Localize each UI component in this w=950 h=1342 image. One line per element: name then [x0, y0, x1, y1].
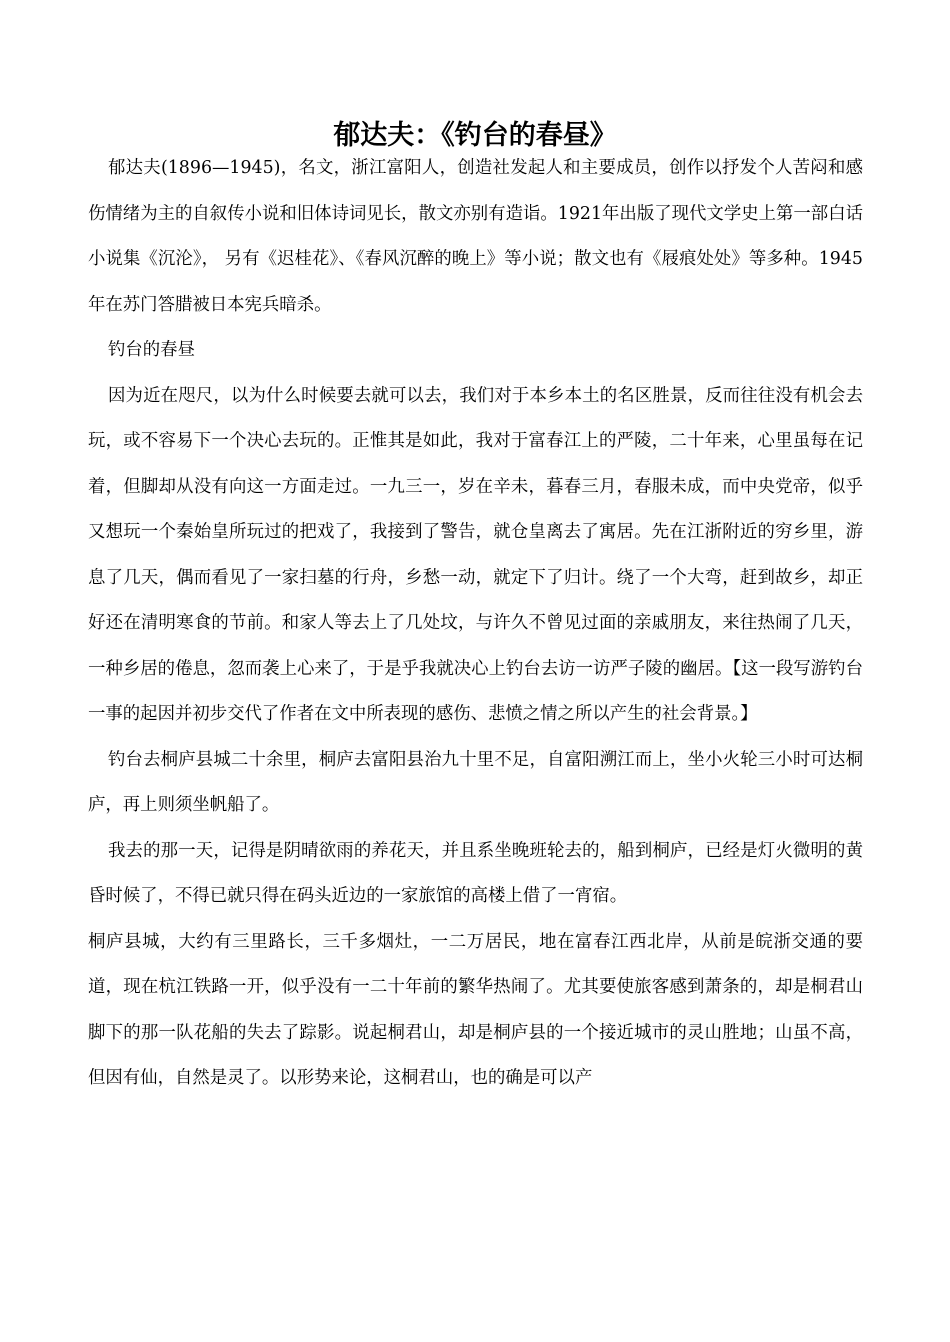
page-title: 郁达夫：《钓台的春昼》 — [333, 120, 617, 151]
document-body — [88, 146, 863, 1102]
essay-paragraph: 钓台去桐庐县城二十余里，桐庐去富阳县治九十里不足，自富阳溯江而上，坐小火轮三小时可达桐庐，再上则须坐帆船了。 — [88, 749, 863, 815]
essay-paragraph: 我去的那一天，记得是阴晴欲雨的养花天，并且系坐晚班轮去的，船到桐庐，已经是灯火微明的黄昏时候了，不得已就只得在码头近边的一家旅馆的高楼上借了一宵宿。 — [88, 840, 863, 906]
essay-paragraph: 桐庐县城，大约有三里路长，三千多烟灶，一二万居民，地在富春江西北岸，从前是皖浙交通的要道，现在杭江铁路一开，似乎没有一二十年前的繁华热闹了。尤其要使旅客感到萧条的，却是桐君山脚下的那一队花船的失去了踪影。说起桐君山，却是桐庐县的一个接近城市的灵山胜地；山虽不高，但因有仙，自然是灵了。以形势来论，这桐君山，也的确是可以产 — [88, 931, 863, 1088]
essay-subtitle: 钓台的春昼 — [108, 340, 195, 360]
essay-paragraph: 因为近在咫尺，以为什么时候要去就可以去，我们对于本乡本土的名区胜景，反而往往没有机会去玩，或不容易下一个决心去玩的。正惟其是如此，我对于富春江上的严陵，二十年来，心里虽每在记着，但脚却从没有向这一方面走过。一九三一，岁在辛未，暮春三月，春服未成，而中央党帝，似乎又想玩一个秦始皇所玩过的把戏了，我接到了警告，就仓皇离去了寓居。先在江浙附近的穷乡里，游息了几天，偶而看见了一家扫墓的行舟，乡愁一动，就定下了归计。绕了一个大弯，赶到故乡，却正好还在清明寒食的节前。和家人等去上了几处坟，与许久不曾见过面的亲戚朋友，来往热闹了几天，一种乡居的倦息，忽而袭上心来了，于是乎我就决心上钓台去访一访严子陵的幽居。【这一段写游钓台一事的起因并初步交代了作者在文中所表现的感伤、悲愤之情之所以产生的社会背景。】 — [88, 385, 863, 724]
author-intro-paragraph: 郁达夫(1896—1945)，名文，浙江富阳人，创造社发起人和主要成员，创作以抒发个人苦闷和感伤情绪为主的自叙传小说和旧体诗词见长，散文亦别有造诣。1921年出版了现代文学史上第一部白话小说集《沉沦》， 另有《迟桂花》、《春风沉醉的晚上》等小说；散文也有《屐痕处处》等多种。1945年在苏门答腊被日本宪兵暗杀。 — [88, 158, 863, 315]
